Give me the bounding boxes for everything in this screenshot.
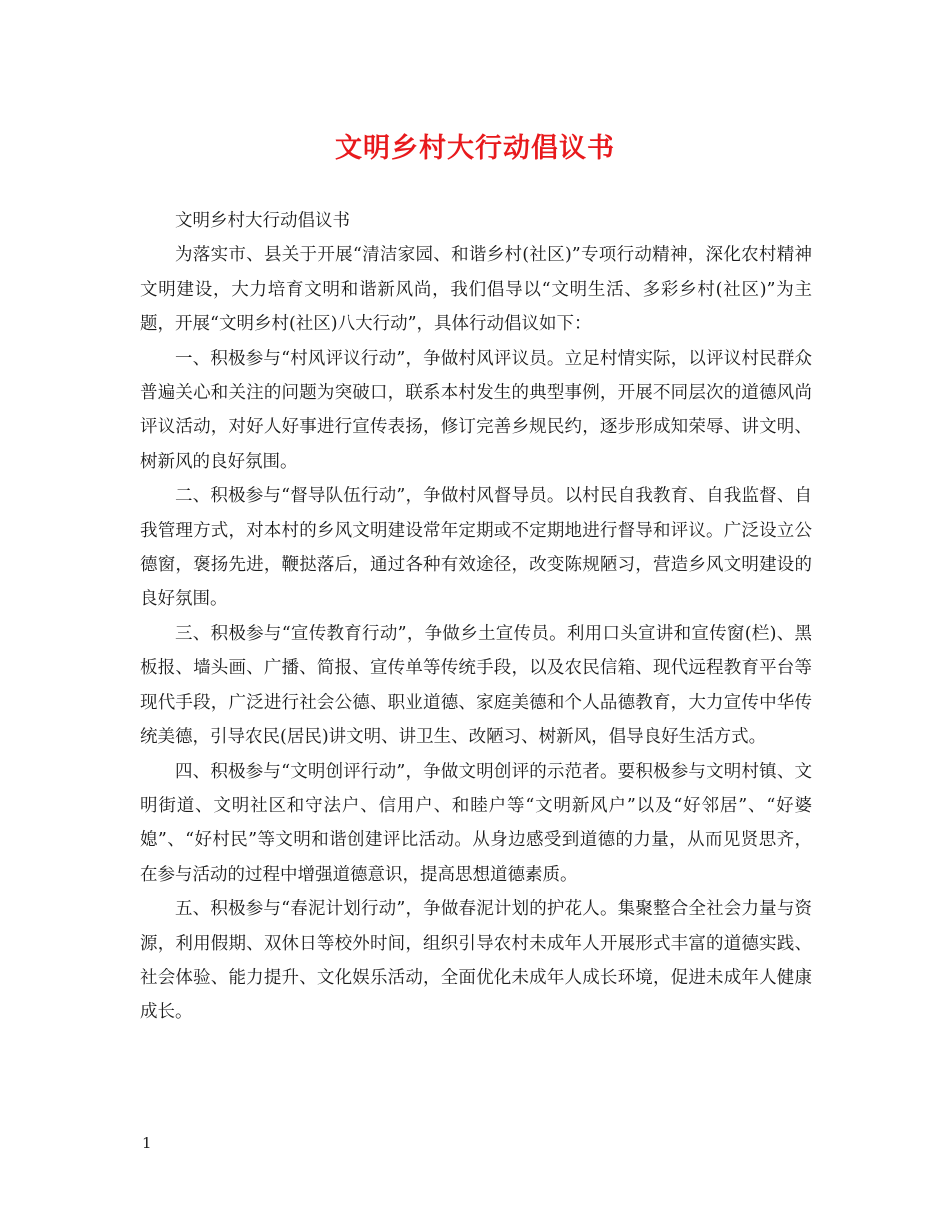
document-subtitle: 文明乡村大行动倡议书 [175, 211, 350, 231]
document-title: 文明乡村大行动倡议书 [335, 133, 615, 164]
paragraph-5: 五、积极参与“春泥计划行动”，争做春泥计划的护花人。集聚整合全社会力量与资源，利用假期、双休日等校外时间，组织引导农村未成年人开展形式丰富的道德实践、社会体验、能力提升、文化娱乐活动，全面优化未成年人成长环境，促进未成年人健康成长。 [140, 899, 812, 1023]
document-body [140, 204, 812, 1030]
paragraph-1: 一、积极参与“村风评议行动”，争做村风评议员。立足村情实际，以评议村民群众普遍关心和关注的问题为突破口，联系本村发生的典型事例，开展不同层次的道德风尚评议活动，对好人好事进行宣传表扬，修订完善乡规民约，逐步形成知荣辱、讲文明、树新风的良好氛围。 [140, 348, 812, 472]
paragraph-intro: 为落实市、县关于开展“清洁家园、和谐乡村(社区)”专项行动精神，深化农村精神文明建设，大力培育文明和谐新风尚，我们倡导以“文明生活、多彩乡村(社区)”为主题，开展“文明乡村(社区)八大行动”，具体行动倡议如下： [140, 245, 812, 335]
paragraph-4: 四、积极参与“文明创评行动”，争做文明创评的示范者。要积极参与文明村镇、文明街道、文明社区和守法户、信用户、和睦户等“文明新风户”以及“好邻居”、“好婆媳”、“好村民”等文明和谐创建评比活动。从身边感受到道德的力量，从而见贤思齐，在参与活动的过程中增强道德意识，提高思想道德素质。 [140, 761, 812, 885]
paragraph-2: 二、积极参与“督导队伍行动”，争做村风督导员。以村民自我教育、自我监督、自我管理方式，对本村的乡风文明建设常年定期或不定期地进行督导和评议。广泛设立公德窗，褒扬先进，鞭挞落后，通过各种有效途径，改变陈规陋习，营造乡风文明建设的良好氛围。 [140, 486, 812, 610]
page-number: 1 [142, 1134, 152, 1152]
paragraph-3: 三、积极参与“宣传教育行动”，争做乡土宣传员。利用口头宣讲和宣传窗(栏)、黑板报、墙头画、广播、简报、宣传单等传统手段，以及农民信箱、现代远程教育平台等现代手段，广泛进行社会公德、职业道德、家庭美德和个人品德教育，大力宣传中华传统美德，引导农民(居民)讲文明、讲卫生、改陋习、树新风，倡导良好生活方式。 [140, 623, 812, 748]
